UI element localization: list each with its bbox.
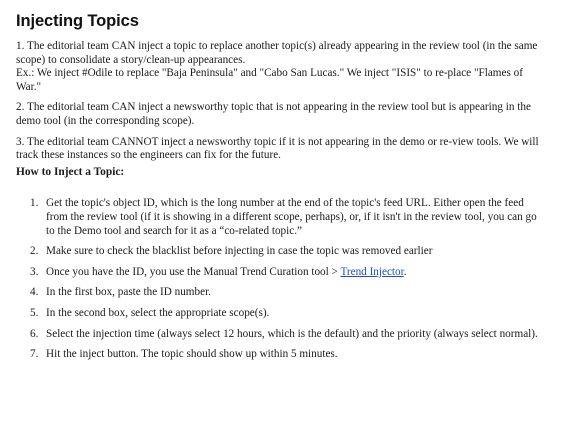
- rule-paragraph-1: [16, 40, 545, 94]
- list-item: [30, 286, 545, 300]
- step-number: 4.: [30, 286, 39, 299]
- step-text: In the second box, select the appropriate scope(s).: [46, 306, 270, 319]
- rule-1-example: Ex.: We inject #Odile to replace "Baja Peninsula" and "Cabo San Lucas." We inject "ISIS" to re-place "Flames of War.": [16, 67, 523, 93]
- step-text: Make sure to check the blacklist before injecting in case the topic was removed earlier: [46, 245, 433, 258]
- trend-injector-link[interactable]: Trend Injector: [340, 265, 404, 278]
- list-item: [30, 307, 545, 321]
- step-number: 5.: [30, 306, 39, 319]
- list-item: [30, 245, 545, 259]
- rule-1-text: 1. The editorial team CAN inject a topic to replace another topic(s) already appearing in the review tool (in the same scope) to consolidate a story/clean-up appearances.: [16, 40, 538, 66]
- step-number: 7.: [30, 348, 39, 361]
- step-number: 6.: [30, 327, 39, 340]
- rule-paragraph-3: 3. The editorial team CANNOT inject a newsworthy topic if it is not appearing in the demo or re-view tools. We will track these instances so the engineers can fix for the future.: [16, 135, 539, 162]
- list-item: [30, 197, 545, 238]
- how-to-heading: How to Inject a Topic:: [16, 165, 125, 178]
- list-item: [30, 328, 545, 342]
- rule-paragraph-2: 2. The editorial team CAN inject a newsworthy topic that is not appearing in the review tool but is appearing in the demo tool (in the corresponding scope).: [16, 101, 531, 127]
- list-item: [30, 348, 545, 362]
- step-text: Select the injection time (always select 12 hours, which is the default) and the priority (always select normal).: [46, 327, 538, 340]
- step-text: Once you have the ID, you use the Manual Trend Curation tool >: [46, 265, 341, 278]
- step-number: 3.: [30, 265, 39, 278]
- step-text: Get the topic's object ID, which is the long number at the end of the topic's feed URL. Either open the feed from the review tool (if it is showing in a different scope, perhaps), or, if it isn't in the review tool, you can go to the Demo tool and search for it as a “co-related topic.”: [46, 197, 537, 237]
- steps-list: [16, 197, 545, 361]
- step-number: 1.: [30, 197, 39, 210]
- step-number: 2.: [30, 245, 39, 258]
- page-title: Injecting Topics: [16, 12, 139, 30]
- step-text: In the first box, paste the ID number.: [46, 286, 211, 299]
- step-text-after: .: [403, 265, 407, 278]
- step-text: Hit the inject button. The topic should show up within 5 minutes.: [46, 348, 338, 361]
- list-item: [30, 266, 545, 280]
